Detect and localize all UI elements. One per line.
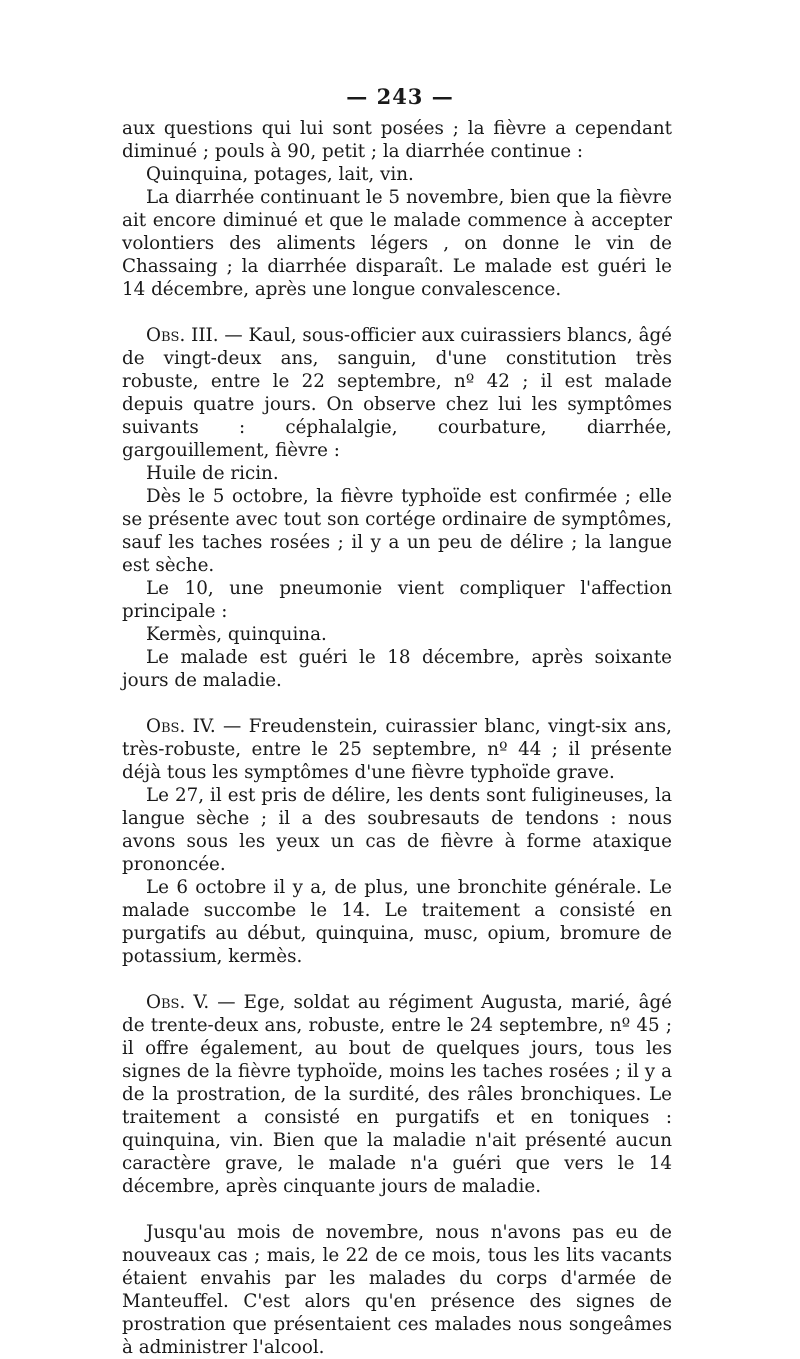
paragraph: aux questions qui lui sont posées ; la fièvre a cependant diminué ; pouls à 90, petit ; la diarrhée continue : [122, 118, 672, 162]
observation-paragraph [122, 715, 672, 784]
observation-paragraph [122, 991, 672, 1198]
observation-text: — Kaul, sous-officier aux cuirassiers blancs, âgé de vingt-deux ans, sanguin, d'une constitution très robuste, entre le 22 septembre, nº 42 ; il est malade depuis quatre jours. On observe chez lui les symptômes suivants : céphalalgie, courbature, diarrhée, gargouillement, fièvre : [122, 325, 672, 461]
paragraph: Kermès, quinquina. [146, 624, 327, 645]
paragraph: Le 27, il est pris de délire, les dents sont fuligineuses, la langue sèche ; il a des soubresauts de tendons : nous avons sous les yeux un cas de fièvre à forme ataxique prononcée. [122, 785, 672, 875]
paragraph: Quinquina, potages, lait, vin. [146, 164, 414, 185]
paragraph: Huile de ricin. [146, 463, 279, 484]
paragraph: Dès le 5 octobre, la fièvre typhoïde est confirmée ; elle se présente avec tout son cortége ordinaire de symptômes, sauf les taches rosées ; il y a un peu de délire ; la langue est sèche. [122, 486, 672, 576]
observation-text: — Ege, soldat au régiment Augusta, marié, âgé de trente-deux ans, robuste, entre le 24 septembre, nº 45 ; il offre également, au bout de quelques jours, tous les signes de la fièvre typhoïde, moins les taches rosées ; il y a de la prostration, de la surdité, des râles bronchiques. Le traitement a consisté en purgatifs et en toniques : quinquina, vin. Bien que la maladie n'ait présenté aucun caractère grave, le malade n'a guéri que vers le 14 décembre, après cinquante jours de maladie. [122, 992, 672, 1197]
paragraph: Le malade est guéri le 18 décembre, après soixante jours de maladie. [122, 647, 672, 691]
paragraph: La diarrhée continuant le 5 novembre, bien que la fièvre ait encore diminué et que le malade commence à accepter volontiers des aliments légers , on donne le vin de Chassaing ; la diarrhée disparaît. Le malade est guéri le 14 décembre, après une longue convalescence. [122, 187, 672, 300]
observation-label: Obs. V. [146, 992, 210, 1013]
observation-text: — Freudenstein, cuirassier blanc, vingt-six ans, très-robuste, entre le 25 septembre, nº 44 ; il présente déjà tous les symptômes d'une fièvre typhoïde grave. [122, 716, 672, 783]
observation-label: Obs. IV. [146, 716, 216, 737]
page-number: — 243 — [346, 84, 454, 109]
body-text [122, 117, 672, 1359]
paragraph: Le 6 octobre il y a, de plus, une bronchite générale. Le malade succombe le 14. Le traitement a consisté en purgatifs au début, quinquina, musc, opium, bromure de potassium, kermès. [122, 877, 672, 967]
observation-label: Obs. III. [146, 325, 219, 346]
paragraph: Le 10, une pneumonie vient compliquer l'affection principale : [122, 578, 672, 622]
observation-paragraph [122, 324, 672, 462]
paragraph: Jusqu'au mois de novembre, nous n'avons pas eu de nouveaux cas ; mais, le 22 de ce mois, tous les lits vacants étaient envahis par les malades du corps d'armée de Manteuffel. C'est alors qu'en présence des signes de prostration que présentaient ces malades nous songeâmes à administrer l'alcool. [122, 1222, 672, 1358]
